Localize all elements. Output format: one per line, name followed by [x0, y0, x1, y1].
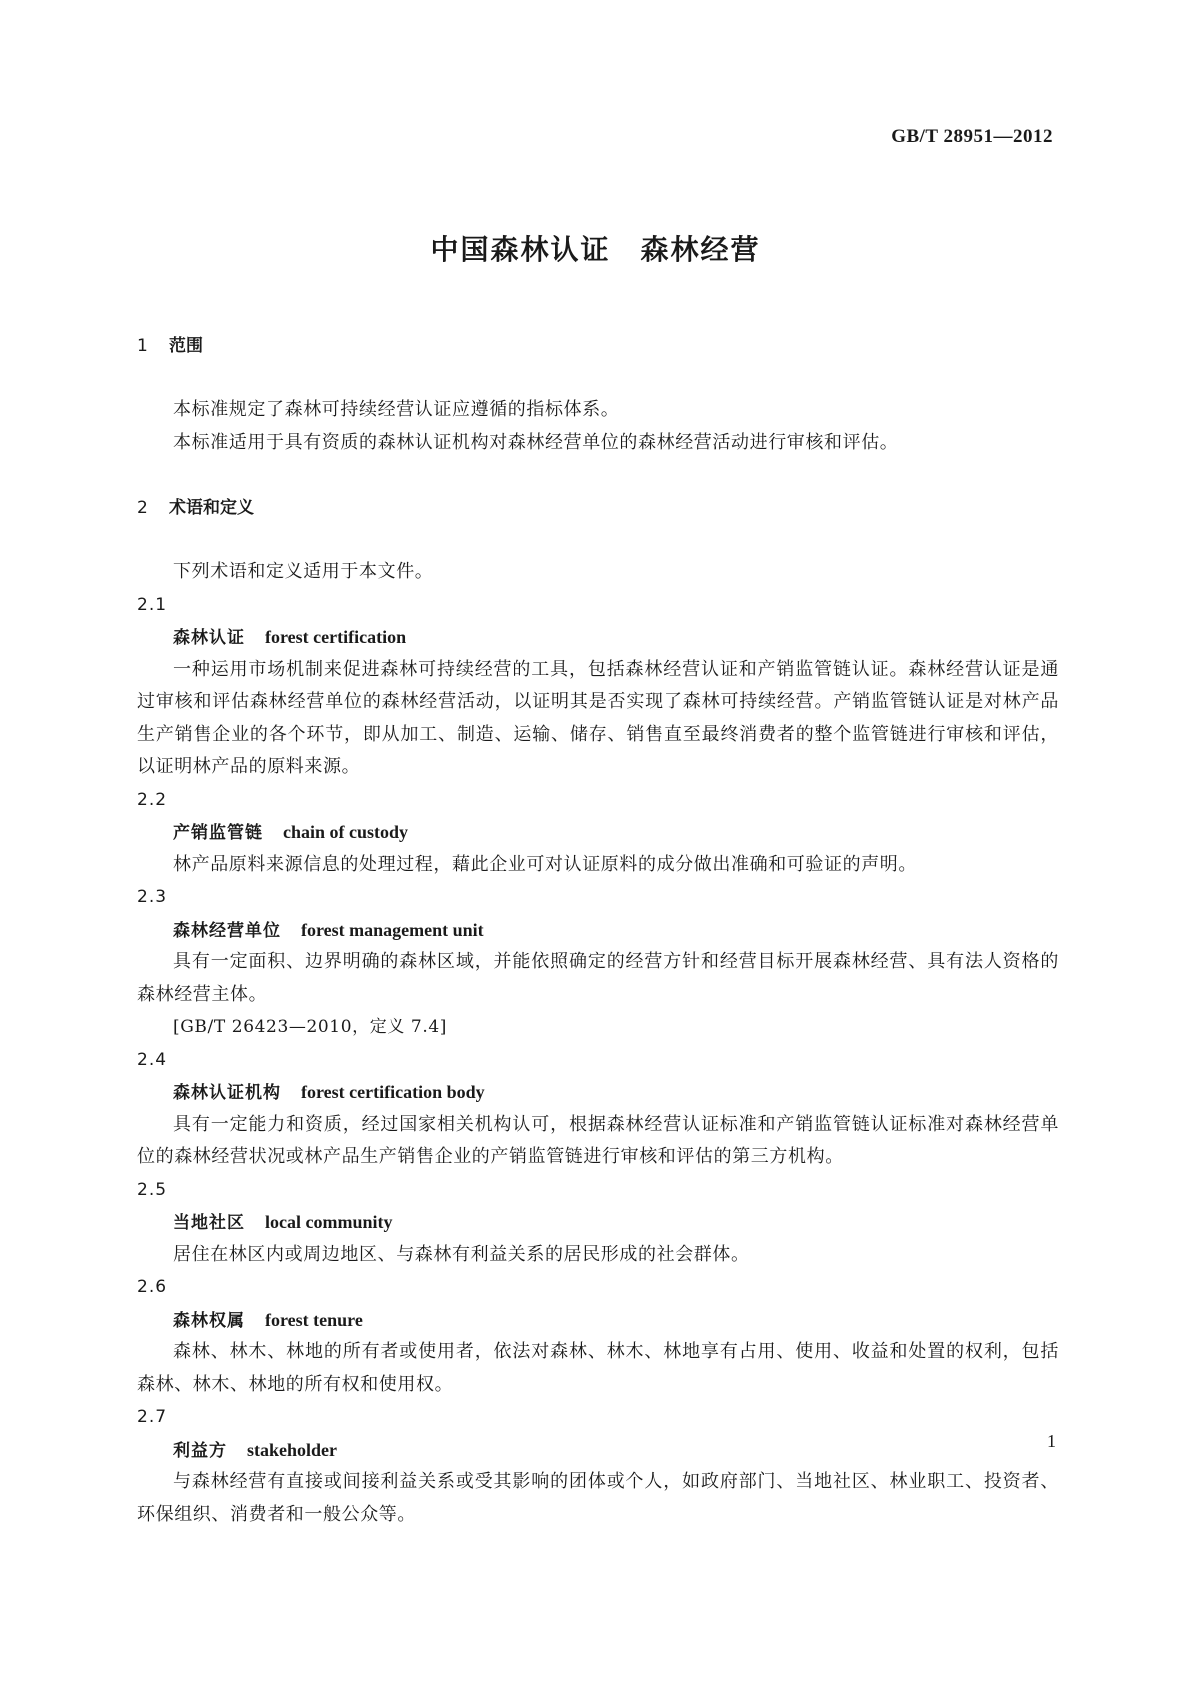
paragraph: 本标准规定了森林可持续经营认证应遵循的指标体系。 [173, 399, 620, 420]
term-definition: 森林、林木、林地的所有者或使用者，依法对森林、林木、林地享有占用、使用、收益和处置的权利，包括森林、林木、林地的所有权和使用权。 [137, 1341, 1059, 1395]
section-number: 1 [137, 336, 148, 356]
term-english: forest certification [265, 627, 407, 647]
term-heading [137, 621, 1059, 654]
term-number: 2.4 [137, 1049, 168, 1070]
term-definition: 具有一定面积、边界明确的森林区域，并能依照确定的经营方针和经营目标开展森林经营、具有法人资格的森林经营主体。 [137, 951, 1059, 1005]
term-english: local community [265, 1212, 393, 1232]
section-title: 术语和定义 [169, 498, 254, 518]
term-number: 2.6 [137, 1277, 168, 1297]
term-entry [137, 1271, 1059, 1401]
section-2-heading [137, 494, 1059, 522]
standard-number: GB/T 28951—2012 [891, 126, 1053, 147]
term-number: 2.1 [137, 594, 168, 615]
term-heading [137, 1206, 1059, 1239]
term-definition: 具有一定能力和资质，经过国家相关机构认可，根据森林经营认证标准和产销监管链认证标准对森林经营单位的森林经营状况或林产品生产销售企业的产销监管链进行审核和评估的第三方机构。 [137, 1113, 1059, 1167]
section-number: 2 [137, 498, 148, 518]
document-title: 中国森林认证 森林经营 [430, 233, 761, 266]
term-chinese: 森林认证机构 [173, 1083, 281, 1103]
term-english: forest management unit [301, 919, 484, 940]
section-1-heading [137, 332, 1059, 360]
term-number: 2.5 [137, 1179, 168, 1200]
term-english: chain of custody [283, 822, 409, 842]
term-english: stakeholder [247, 1439, 337, 1460]
term-heading [137, 1304, 1059, 1337]
term-definition: 一种运用市场机制来促进森林可持续经营的工具，包括森林经营认证和产销监管链认证。森林经营认证是通过审核和评估森林经营单位的森林经营活动，以证明其是否实现了森林可持续经营。产销监管链认证是对林产品生产销售企业的各个环节，即从加工、制造、运输、储存、销售直至最终消费者的整个监管链进行审核和评估，以证明林产品的原料来源。 [137, 658, 1059, 777]
term-entry [137, 881, 1059, 1044]
term-number: 2.7 [137, 1407, 168, 1427]
term-definition: 林产品原料来源信息的处理过程，藉此企业可对认证原料的成分做出准确和可验证的声明。 [173, 853, 917, 875]
term-chinese: 森林认证 [173, 628, 245, 648]
term-entry [137, 1044, 1059, 1174]
terms-list [137, 589, 1059, 1532]
term-heading [137, 1434, 1059, 1467]
term-chinese: 产销监管链 [173, 823, 263, 843]
term-heading [137, 816, 1059, 849]
term-definition: 与森林经营有直接或间接利益关系或受其影响的团体或个人，如政府部门、当地社区、林业职工、投资者、环保组织、消费者和一般公众等。 [137, 1471, 1059, 1525]
term-entry [137, 1174, 1059, 1272]
term-english: forest certification body [301, 1082, 485, 1102]
paragraph: 本标准适用于具有资质的森林认证机构对森林经营单位的森林经营活动进行审核和评估。 [173, 431, 899, 453]
term-definition: 居住在林区内或周边地区、与森林有利益关系的居民形成的社会群体。 [173, 1243, 750, 1265]
term-chinese: 利益方 [173, 1440, 227, 1461]
term-number: 2.3 [137, 887, 168, 907]
term-chinese: 当地社区 [173, 1213, 245, 1233]
term-chinese: 森林经营单位 [173, 920, 281, 941]
term-heading [137, 914, 1059, 947]
term-reference: [GB/T 26423—2010，定义 7.4] [173, 1017, 447, 1037]
term-number: 2.2 [137, 789, 168, 810]
page-number: 1 [1047, 1431, 1056, 1451]
term-english: forest tenure [265, 1309, 363, 1330]
term-chinese: 森林权属 [173, 1310, 245, 1331]
section-intro: 下列术语和定义适用于本文件。 [173, 561, 434, 582]
term-entry [137, 589, 1059, 784]
section-title: 范围 [169, 336, 203, 356]
document-body [137, 332, 1059, 1531]
term-entry [137, 784, 1059, 882]
term-entry [137, 1401, 1059, 1531]
term-heading [137, 1076, 1059, 1109]
